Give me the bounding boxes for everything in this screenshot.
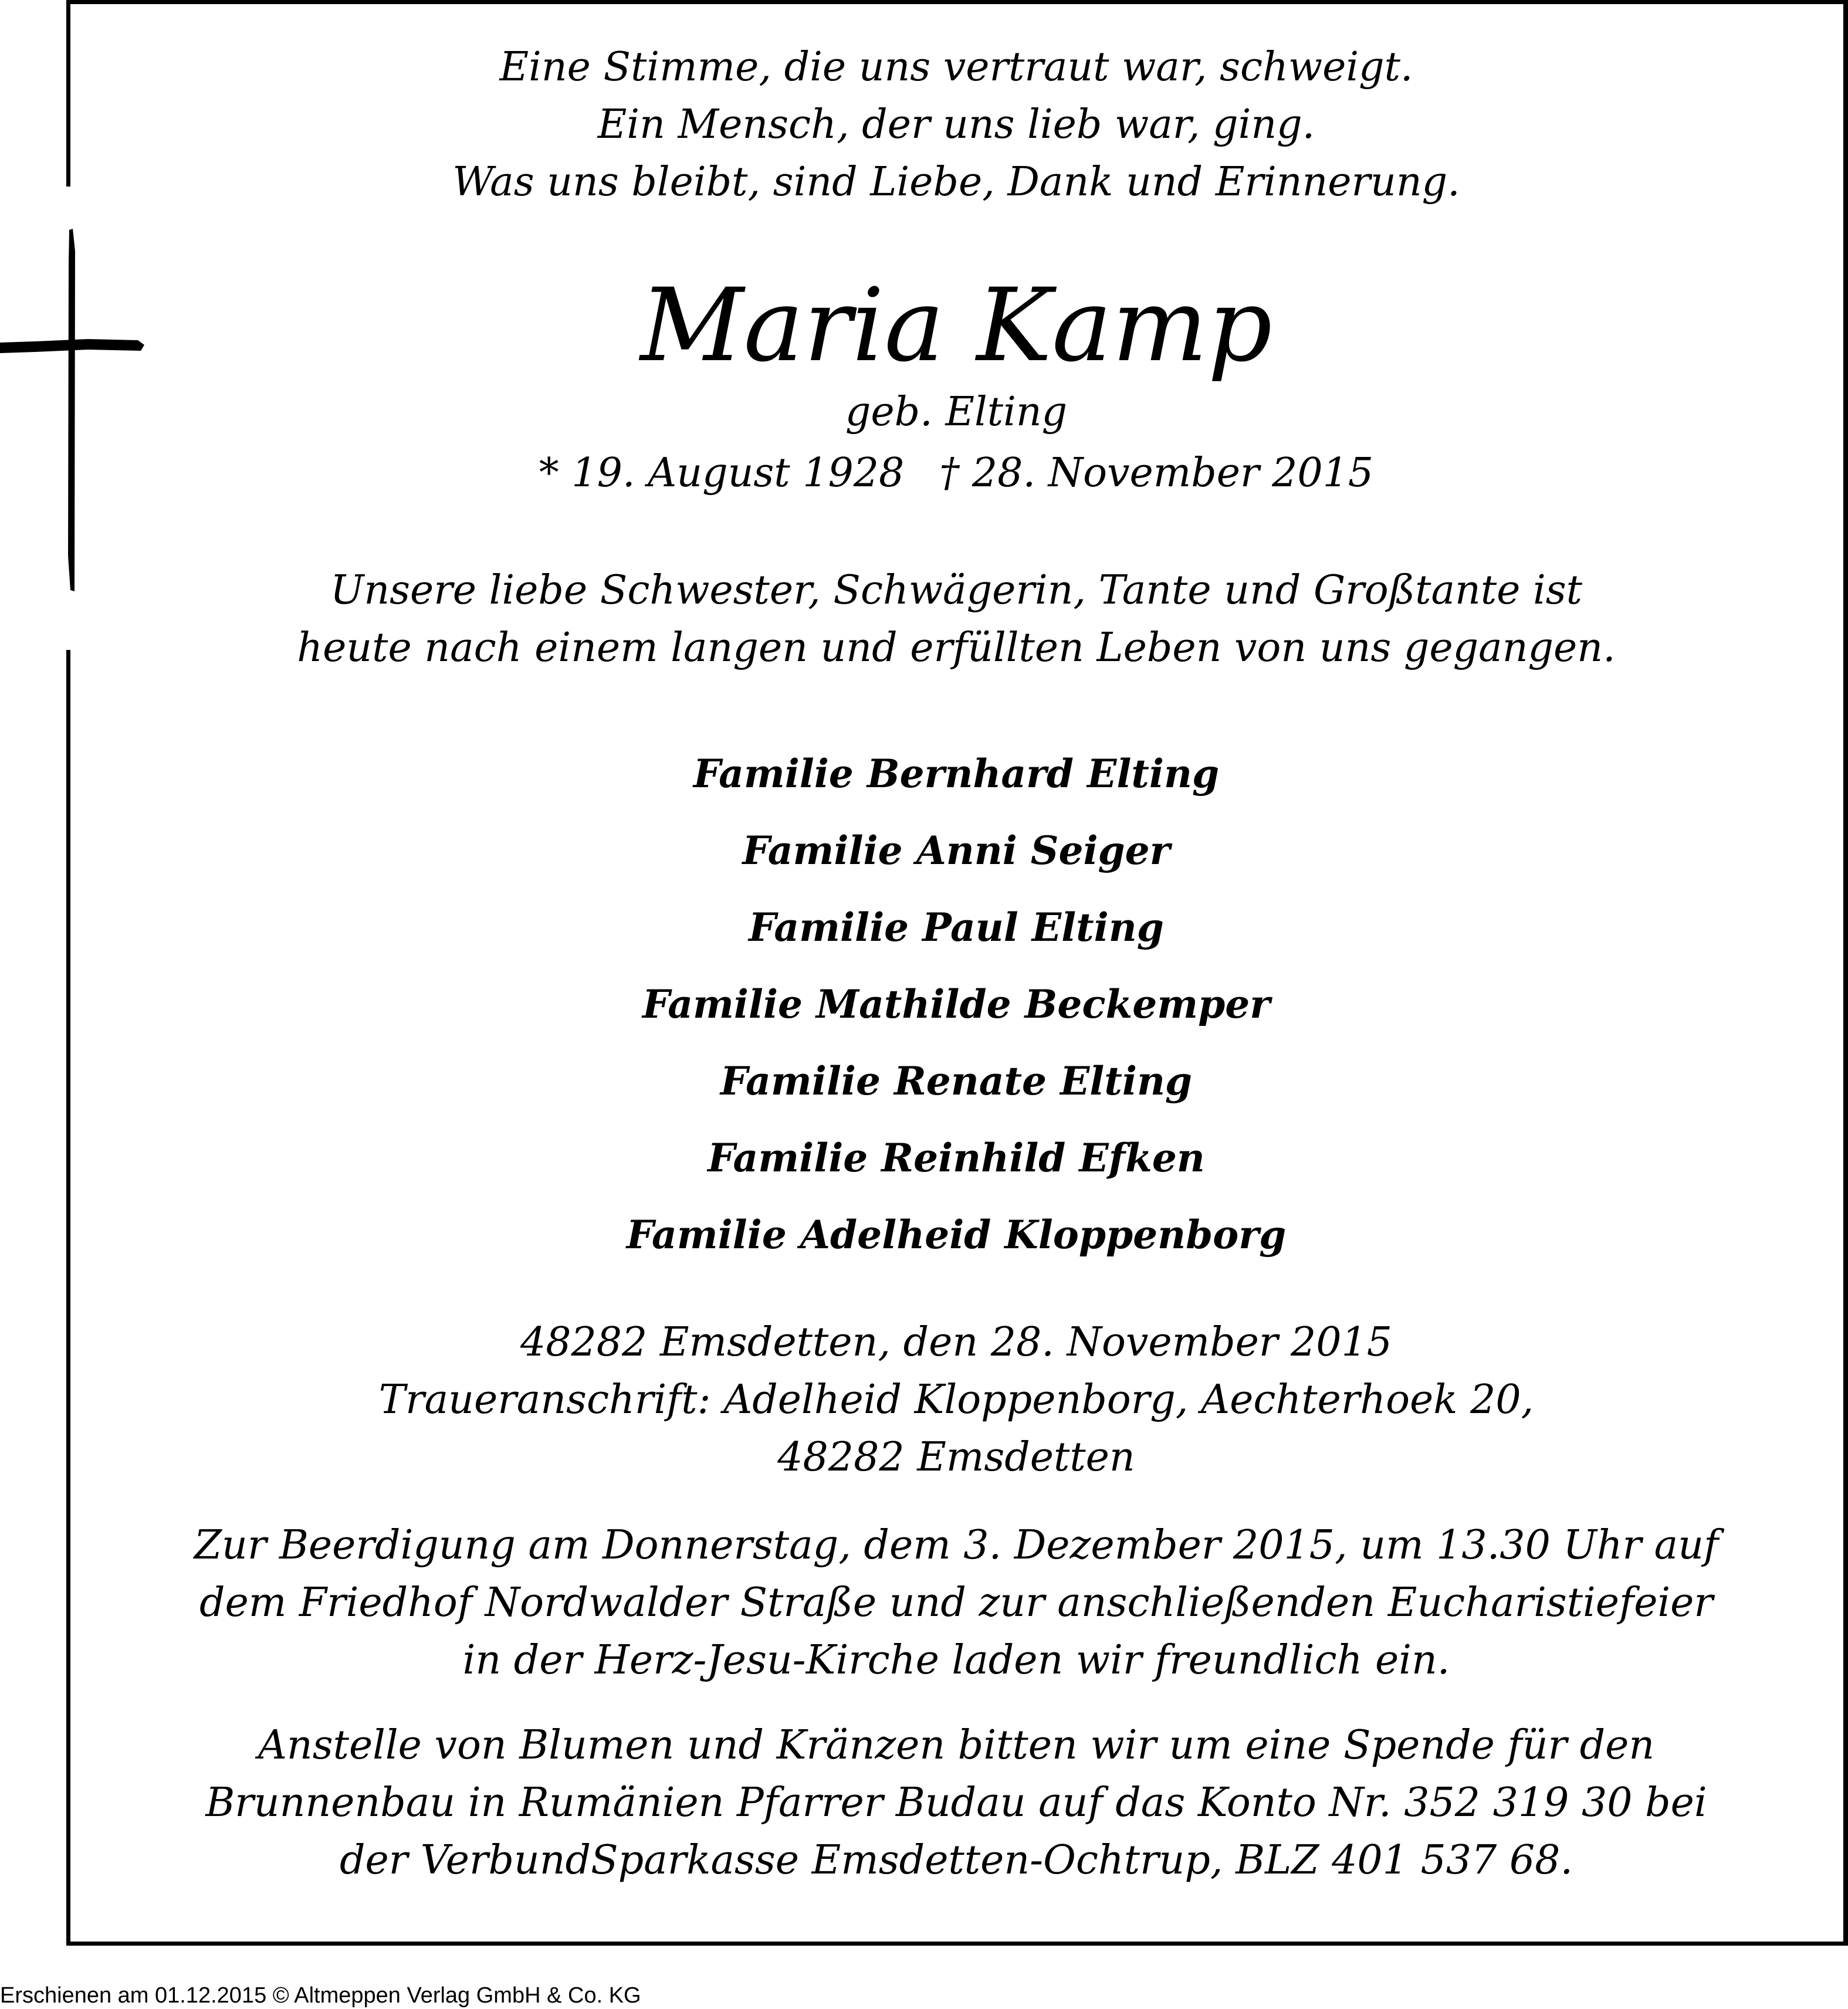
frame-left-border-lower (66, 650, 70, 1946)
announcement-line: Unsere liebe Schwester, Schwägerin, Tante und Großtante ist (330, 567, 1582, 614)
deceased-block (100, 267, 1813, 506)
verse-line: Ein Mensch, der uns lieb war, ging. (597, 101, 1315, 148)
funeral-line: Zur Beerdigung am Donnerstag, dem 3. Dezember 2015, um 13.30 Uhr auf (194, 1522, 1719, 1568)
mourner-family: Familie Paul Elting (749, 904, 1164, 950)
publication-footer: Erschienen am 01.12.2015 © Altmeppen Verlag GmbH & Co. KG (0, 1983, 641, 2008)
frame-right-border (1843, 0, 1848, 1946)
donation-line: Anstelle von Blumen und Kränzen bitten wir um eine Spende für den (258, 1722, 1655, 1769)
mourners-list (100, 736, 1813, 1273)
address-block (100, 1314, 1813, 1486)
mourner-family: Familie Anni Seiger (742, 828, 1170, 873)
funeral-line: in der Herz-Jesu-Kirche laden wir freundlich ein. (462, 1637, 1450, 1683)
donation-line: Brunnenbau in Rumänien Pfarrer Budau auf das Konto Nr. 352 319 30 bei (205, 1780, 1707, 1826)
mourner-family: Familie Renate Elting (720, 1058, 1193, 1104)
mourner-family: Familie Adelheid Kloppenborg (626, 1212, 1287, 1258)
address-line: Traueranschrift: Adelheid Kloppenborg, Aechterhoek 20, (378, 1377, 1534, 1423)
death-date: † 28. November 2015 (939, 450, 1374, 496)
funeral-info-block (100, 1517, 1813, 1689)
frame-left-border-upper (66, 0, 70, 187)
announcement-line: heute nach einem langen und erfüllten Leben von uns gegangen. (297, 625, 1616, 671)
verse-line: Eine Stimme, die uns vertraut war, schweigt. (499, 44, 1413, 90)
frame-bottom-border (67, 1942, 1848, 1946)
announcement-block (100, 562, 1813, 677)
mourner-family: Familie Bernhard Elting (693, 751, 1220, 797)
life-dates (100, 441, 1813, 506)
frame-top-border (67, 0, 1848, 4)
deceased-name: Maria Kamp (640, 266, 1272, 384)
address-line: 48282 Emsdetten (777, 1434, 1135, 1481)
verse-block (100, 39, 1813, 211)
birth-name: geb. Elting (845, 389, 1068, 435)
donation-line: der VerbundSparkasse Emsdetten-Ochtrup, BLZ 401 537 68. (339, 1837, 1573, 1883)
donation-block (100, 1717, 1813, 1889)
verse-line: Was uns bleibt, sind Liebe, Dank und Erinnerung. (452, 159, 1460, 205)
funeral-line: dem Friedhof Nordwalder Straße und zur anschließenden Eucharistiefeier (199, 1580, 1713, 1626)
mourner-family: Familie Reinhild Efken (708, 1135, 1205, 1181)
address-line: 48282 Emsdetten, den 28. November 2015 (520, 1319, 1393, 1366)
birth-date: * 19. August 1928 (539, 450, 905, 496)
mourner-family: Familie Mathilde Beckemper (642, 981, 1271, 1027)
